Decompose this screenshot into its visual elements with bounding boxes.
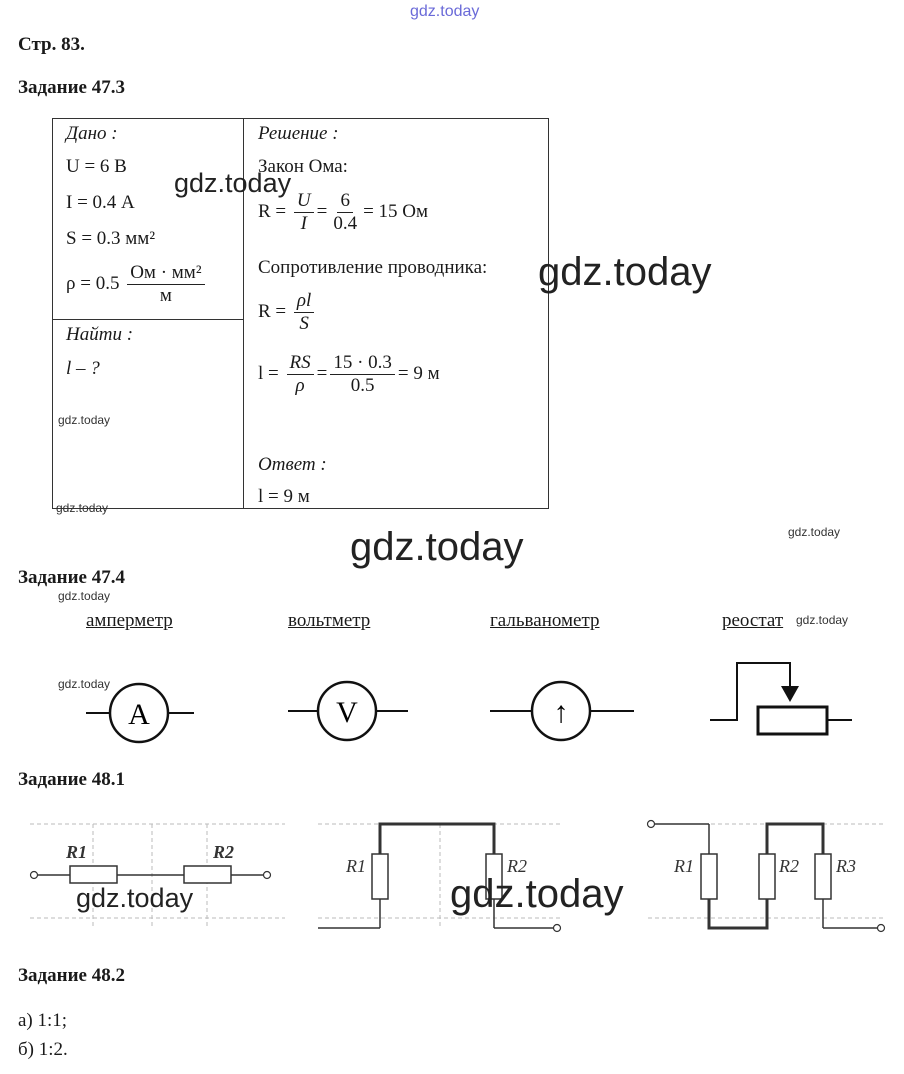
answer-b: б) 1:2. xyxy=(18,1039,68,1060)
parallel2-r1-label: R1 xyxy=(346,856,366,876)
watermark-top: gdz.today xyxy=(410,3,480,20)
series-r1-label: R1 xyxy=(66,842,88,862)
rho-units-den: м xyxy=(159,285,172,306)
formula-lhs: l = xyxy=(258,362,279,384)
rho-units-num: Ом · мм² xyxy=(127,262,204,285)
voltmeter-symbol xyxy=(288,682,408,740)
galvanometer-label: гальванометр xyxy=(490,610,600,631)
resistance-heading: Сопротивление проводника: xyxy=(258,257,488,278)
rheostat-label: реостат xyxy=(722,610,784,631)
watermark: gdz.today xyxy=(538,250,712,294)
find-label: Найти : xyxy=(66,324,134,345)
given-resistivity xyxy=(66,262,208,307)
find-value: l – ? xyxy=(66,358,100,379)
watermark: gdz.today xyxy=(450,872,624,916)
fraction-den: 0.5 xyxy=(350,375,375,396)
resistance-formula xyxy=(258,290,317,335)
fraction-rs-over-rho xyxy=(287,352,314,397)
voltmeter-label: вольтметр xyxy=(288,610,371,631)
fraction-6-over-04 xyxy=(330,190,360,235)
task-47-3-title: Задание 47.3 xyxy=(18,77,125,98)
formula-result: = 9 м xyxy=(397,362,440,384)
task-47-4-title: Задание 47.4 xyxy=(18,567,125,588)
answer-value: l = 9 м xyxy=(258,486,310,507)
fraction-rhol-over-s xyxy=(294,290,314,335)
answer-label: Ответ : xyxy=(258,454,327,475)
fraction-den: I xyxy=(300,213,307,234)
parallel3-r1-label: R1 xyxy=(674,856,694,876)
parallel-three-circuit xyxy=(648,821,885,932)
watermark: gdz.today xyxy=(58,677,111,691)
ohm-law-heading: Закон Ома: xyxy=(258,156,348,177)
formula-lhs: R = xyxy=(258,300,287,322)
galvanometer-arrow: ↑ xyxy=(553,696,569,729)
fraction-num: ρl xyxy=(294,290,314,313)
solution-label: Решение : xyxy=(258,123,339,144)
rheostat-symbol xyxy=(710,663,852,734)
given-voltage: U = 6 В xyxy=(66,156,127,177)
ohm-law-formula: R = $\frac{U}{I}$ = $\frac{6}{0.4}$ = 15 Ом xyxy=(258,190,429,234)
task-48-1-title: Задание 48.1 xyxy=(18,769,125,790)
fraction-num: 6 xyxy=(337,190,353,213)
task-48-2-title: Задание 48.2 xyxy=(18,965,125,986)
given-current: I = 0.4 А xyxy=(66,192,135,213)
fraction-den: S xyxy=(299,313,309,334)
length-formula: l = $\frac{RS}{\rho}$ = $\frac{15 \cdot 0.3}{0.5}$ = 9 м xyxy=(258,352,440,396)
galvanometer-symbol xyxy=(490,682,634,740)
fraction-u-over-i xyxy=(294,190,314,235)
watermark: gdz.today xyxy=(76,883,194,913)
answer-a: а) 1:1; xyxy=(18,1010,68,1031)
parallel3-r3-label: R3 xyxy=(836,856,856,876)
fraction-values xyxy=(330,352,395,397)
watermark: gdz.today xyxy=(58,589,111,603)
fraction-den: 0.4 xyxy=(333,213,358,234)
table-horizontal-divider xyxy=(53,319,243,320)
parallel3-r2-label: R2 xyxy=(779,856,799,876)
page-reference: Стр. 83. xyxy=(18,34,85,55)
series-r2-label: R2 xyxy=(213,842,235,862)
watermark: gdz.today xyxy=(350,525,524,569)
given-label: Дано : xyxy=(66,123,118,144)
watermark: gdz.today xyxy=(56,501,109,515)
rho-units-fraction xyxy=(127,262,204,307)
watermark: gdz.today xyxy=(174,168,292,198)
ammeter-symbol xyxy=(86,684,194,742)
ammeter-letter: A xyxy=(128,698,150,731)
rho-prefix: ρ = 0.5 xyxy=(66,272,120,294)
watermark: gdz.today xyxy=(796,613,849,627)
device-symbols xyxy=(0,650,904,750)
formula-lhs: R = xyxy=(258,200,287,222)
watermark: gdz.today xyxy=(788,525,841,539)
given-area: S = 0.3 мм² xyxy=(66,228,156,249)
ammeter-label: амперметр xyxy=(86,610,173,631)
parallel2-r2-label: R2 xyxy=(507,856,527,876)
fraction-num: 15 · 0.3 xyxy=(330,352,395,375)
fraction-num: RS xyxy=(287,352,314,375)
voltmeter-letter: V xyxy=(336,696,358,729)
watermark: gdz.today xyxy=(58,413,111,427)
formula-result: = 15 Ом xyxy=(363,200,429,222)
fraction-den: ρ xyxy=(295,375,305,396)
fraction-num: U xyxy=(294,190,314,213)
